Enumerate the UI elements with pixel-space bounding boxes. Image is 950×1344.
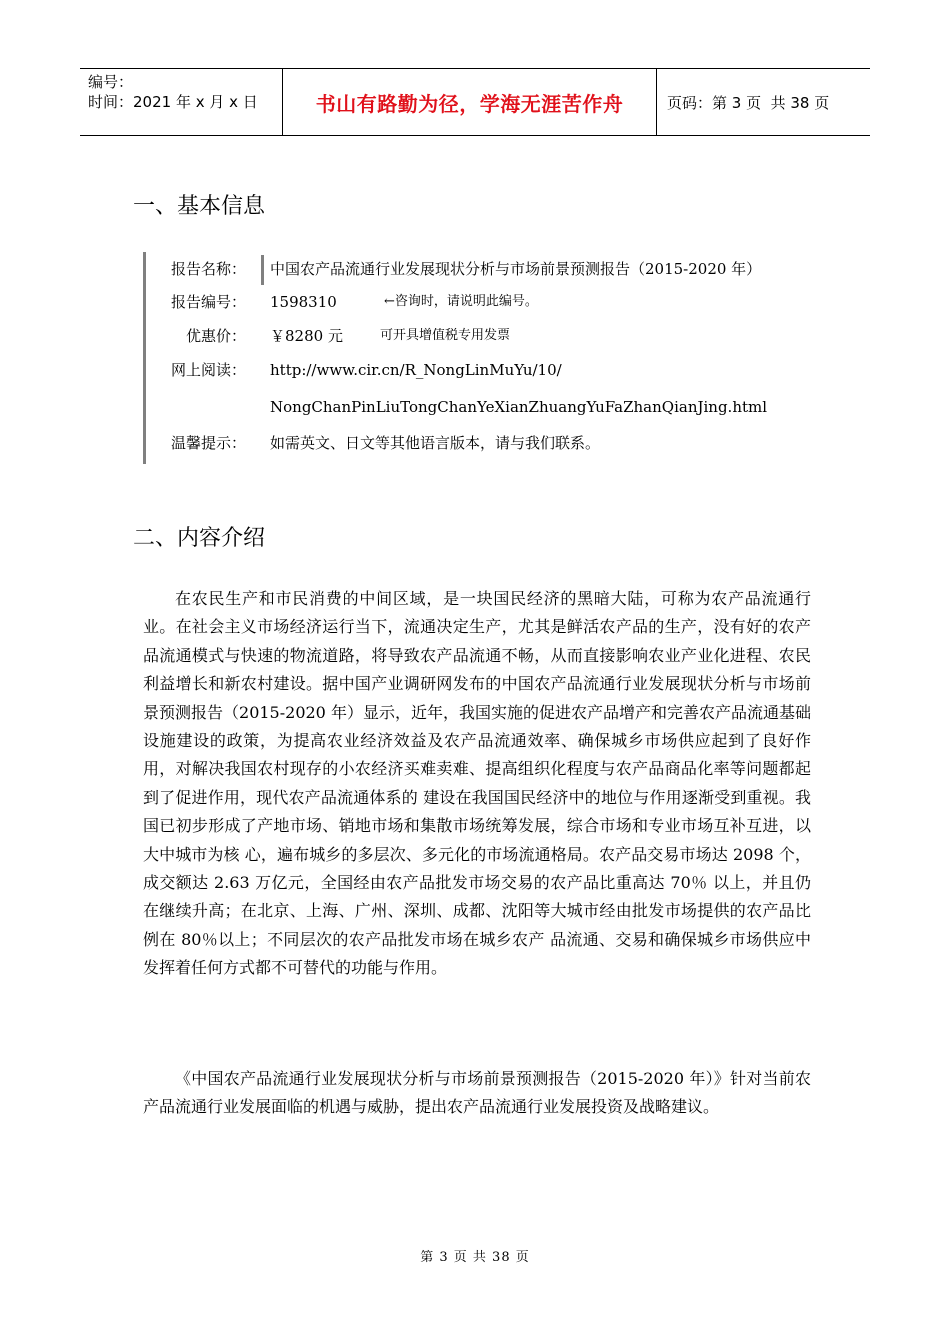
header-motto: 书山有路勤为径，学海无涯苦作舟 [282,69,657,135]
online-read-link-line1[interactable]: http://www.cir.cn/R_NongLinMuYu/10/ [270,361,562,379]
header-page-number: 页码：第 3 页 共 38 页 [667,93,830,112]
intro-paragraph-2: 《中国农产品流通行业发展现状分析与市场前景预测报告（2015-2020 年）》针对当前农产品流通行业发展面临的机遇与威胁，提出农产品流通行业发展投资及战略建议。 [143,1069,811,1117]
section-title-basic-info: 一、基本信息 [133,194,266,219]
tip-value: 如需英文、日文等其他语言版本，请与我们联系。 [270,434,601,452]
report-code-note: ←咨询时，请说明此编号。 [384,294,538,309]
title-marker [261,255,264,285]
header-page-info [657,69,870,135]
price-value: ￥8280 元 [270,327,343,345]
report-code-label: 报告编号： [170,293,246,311]
price-label: 优惠价： [185,327,246,345]
invoice-note: 可开具增值税专用发票 [380,328,511,343]
online-read-link-line2[interactable]: NongChanPinLiuTongChanYeXianZhuangYuFaZhanQianJing.html [270,398,768,416]
header-meta [80,69,282,135]
tip-label: 温馨提示： [170,434,246,452]
document-date: 时间：2021 年 x 月 x 日 [88,93,258,111]
document-number-label: 编号： [88,73,134,91]
page-footer: 第 3 页 共 38 页 [420,1250,530,1265]
section-title-content-intro: 二、内容介绍 [133,526,266,551]
document-header [80,68,870,136]
online-read-label: 网上阅读： [170,361,246,379]
report-name-value: 中国农产品流通行业发展现状分析与市场前景预测报告（2015-2020 年） [270,260,762,278]
intro-paragraph-1: 在农民生产和市民消费的中间区域，是一块国民经济的黑暗大陆，可称为农产品流通行 业。在社会主义市场经济运行当下，流通决定生产，尤其是鲜活农产品的生产，没有好的农产品流通模式与快速的物流道路，将导致农产品流通不畅，从而直接影响农业产业化进程、农民利益增长和新农村建设。据中国产业调研网发布的中国农产品流通行业发展现状分析与市场前景预测报告（2015-2020 年）显示，近年，我国实施的促进农产品增产和完善农产品流通基础设施建设的政策，为提高农业经济效益及农产品流通效率、确保城乡市场供应起到了良好作用，对解决我国农村现存的小农经济买难卖难、提高组织化程度与农产品商品化率等问题都起到了促进作用，现代农产品流通体系的 建设在我国国民经济中的地位与作用逐渐受到重视。我国已初步形成了产地市场、销地市场和集散市场统筹发展，综合市场和专业市场互补互进，以大中城市为核 心，遍布城乡的多层次、多元化的市场流通格局。农产品交易市场达 2098 个，成交额达 2.63 万亿元，全国经由农产品批发市场交易的农产品比重高达 70％ 以上，并且仍在继续升高；在北京、上海、广州、深圳、成都、沈阳等大城市经由批发市场提供的农产品比例在 80％以上；不同层次的农产品批发市场在城乡农产 品流通、交易和确保城乡市场供应中发挥着任何方式都不可替代的功能与作用。 [143,589,811,978]
report-code-value: 1598310 [270,293,337,311]
report-info-block [143,252,806,464]
report-name-label: 报告名称： [170,260,246,278]
